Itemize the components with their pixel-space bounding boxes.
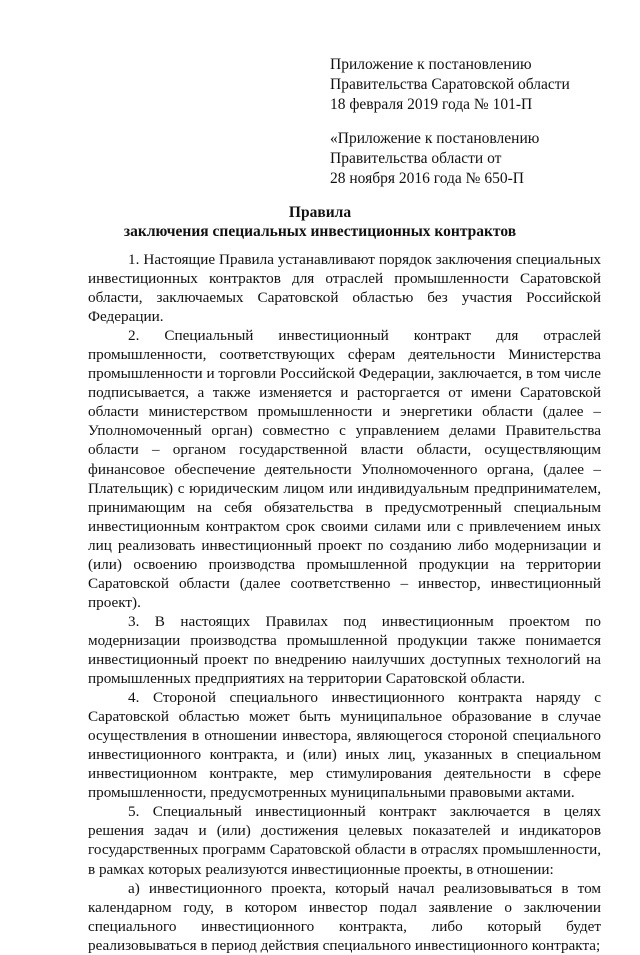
appendix-header-previous [330,129,630,189]
document-body [88,250,601,955]
appendix-line: Приложение к постановлению [330,56,532,73]
paragraph-3: 3. В настоящих Правилах под инвестиционным проектом по модернизации производства промышленной продукции также понимается инвестиционный проект по внедрению наилучших доступных технологий на промышленных предприятиях на территории Саратовской области. [88,612,601,688]
paragraph-2: 2. Специальный инвестиционный контракт для отраслей промышленности, соответствующих сферам деятельности Министерства промышленности и торговли Российской Федерации, заключается, в том числе подписывается, а также изменяется и расторгается от имени Саратовской области министерством промышленности и энергетики области (далее – Уполномоченный орган) совместно с управлением делами Правительства области – органом государственной власти области, осуществляющим финансовое обеспечение деятельности Уполномоченного органа, (далее – Плательщик) с юридическим лицом или индивидуальным предпринимателем, принимающим на себя обязательства в предусмотренный специальным инвестиционным контрактом срок своими силами или с привлечением иных лиц реализовать инвестиционный проект по созданию либо модернизации и (или) освоению производства промышленной продукции на территории Саратовской области (далее соответственно – инвестор, инвестиционный проект). [88,327,601,611]
appendix-line: 28 ноября 2016 года № 650-П [330,170,524,187]
appendix-line: 18 февраля 2019 года № 101-П [330,96,533,113]
appendix-header-current [330,55,630,115]
paragraph-4: 4. Стороной специального инвестиционного контракта наряду с Саратовской областью может быть муниципальное образование в случае осуществления в отношении инвестора, являющегося стороной специального инвестиционного контракта, и (или) иных лиц, указанных в специальном инвестиционном контракте, мер стимулирования деятельности в сфере промышленности, предусмотренных муниципальными правовыми актами. [88,689,601,802]
paragraph-1: 1. Настоящие Правила устанавливают порядок заключения специальных инвестиционных контрактов для отраслей промышленности Саратовской области, заключаемых Саратовской областью без участия Российской Федерации. [88,251,601,326]
paragraph-5a: а) инвестиционного проекта, который начал реализовываться в том календарном году, в котором инвестор подал заявление о заключении специального инвестиционного контракта, либо который будет реализовываться в период действия специального инвестиционного контракта; [88,879,601,954]
appendix-line: Правительства Саратовской области [330,76,570,93]
document-subtitle: заключения специальных инвестиционных контрактов [123,223,517,240]
appendix-line: «Приложение к постановлению [330,130,540,147]
document-title: Правила [288,204,352,221]
appendix-line: Правительства области от [330,150,502,167]
paragraph-5: 5. Специальный инвестиционный контракт заключается в целях решения задач и (или) достижения целевых показателей и индикаторов государственных программ Саратовской области в отраслях промышленности, в рамках которых реализуются инвестиционные проекты, в отношении: [88,803,601,878]
